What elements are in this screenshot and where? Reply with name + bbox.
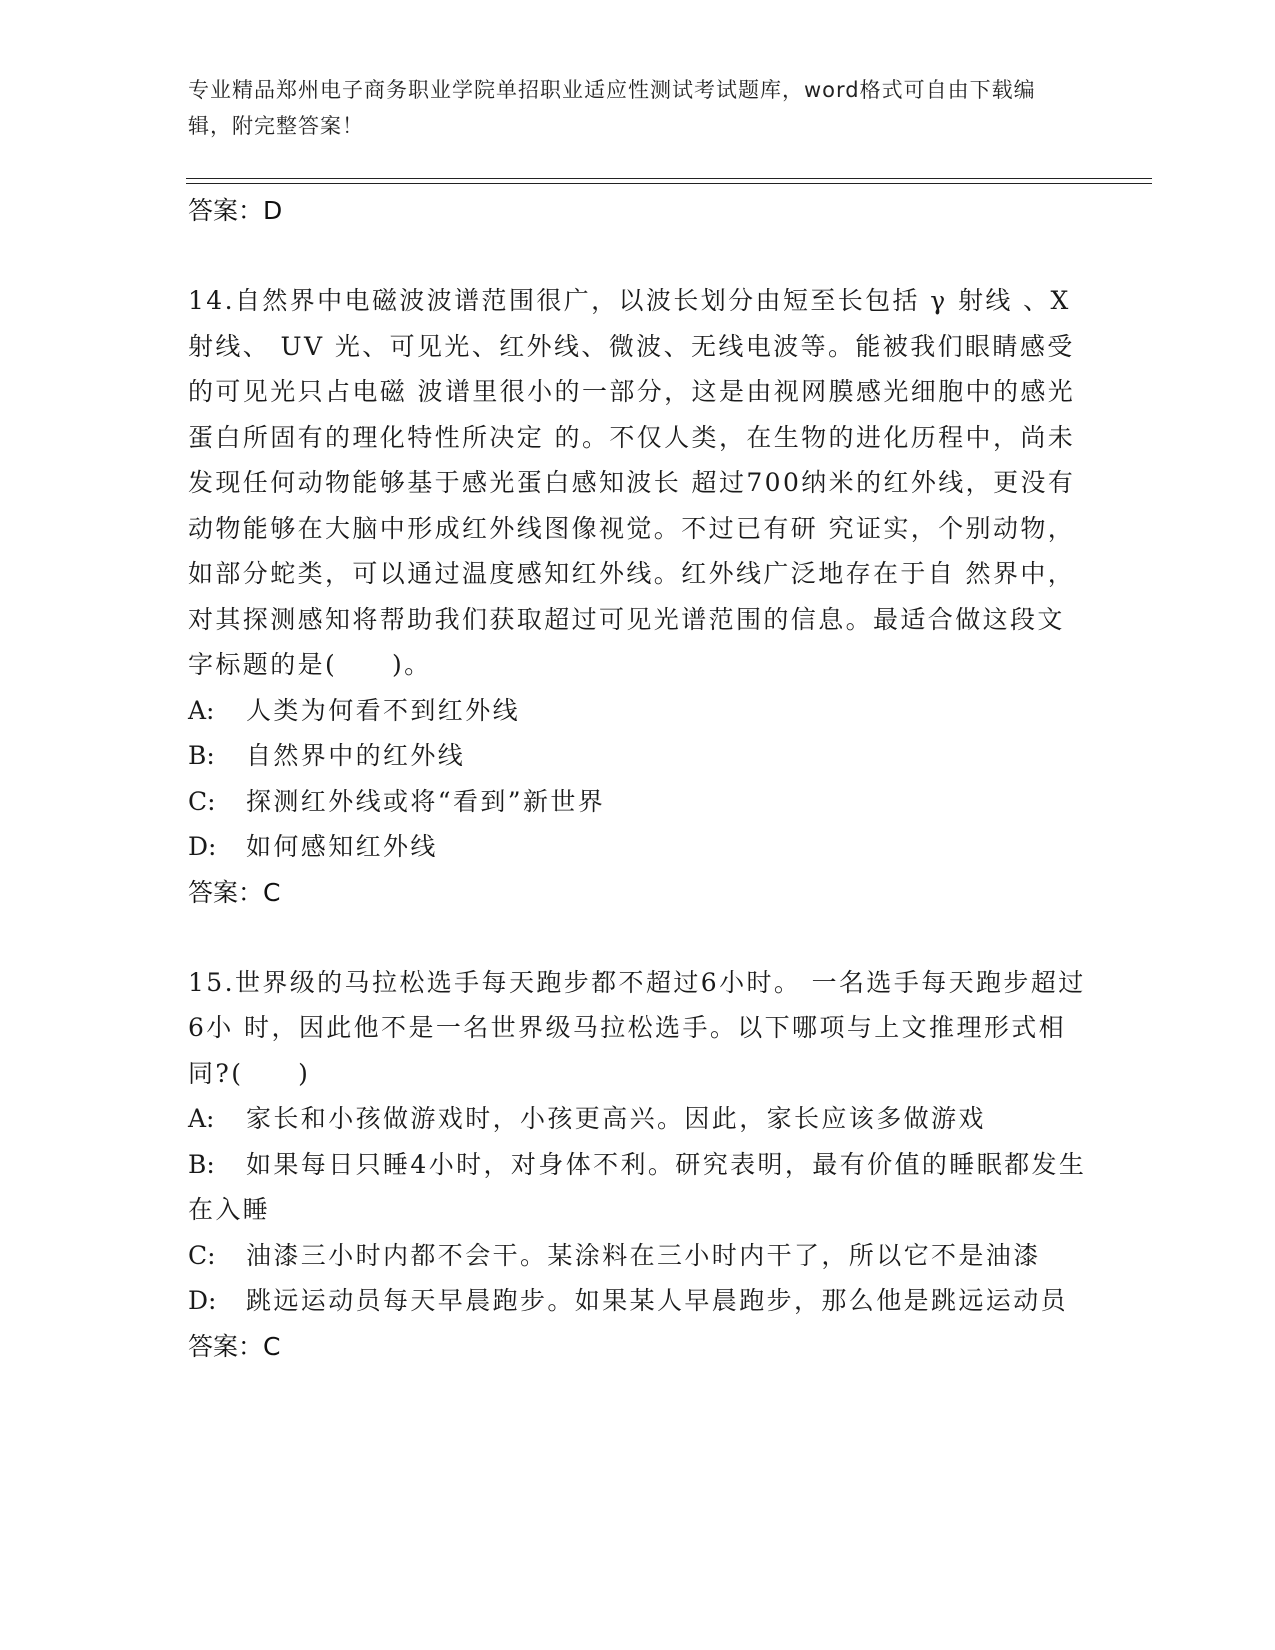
- page-header: [188, 72, 1068, 144]
- option-text: 油漆三小时内都不会干。某涂料在三小时内干了，所以它不是油漆: [246, 1240, 1041, 1270]
- option-text: 自然界中的红外线: [246, 741, 466, 770]
- option-letter: C:: [188, 786, 216, 816]
- question-14-text: 14.自然界中电磁波波谱范围很广，以波长划分由短至长包括 γ 射线 、X 射线、 UV 光、可见光、红外线、微波、无线电波等。能被我们眼睛感受的可见光只占电磁 波谱里很小的一部分，这是由视网膜感光细胞中的感光蛋白所固有的理化特性所决定 的。不仅人类，在生物的进化历程中，尚未发现任何动物能够基于感光蛋白感知波长 超过700纳米的红外线，更没有动物能够在大脑中形成红外线图像视觉。不过已有研 究证实，个别动物，如部分蛇类，可以通过温度感知红外线。红外线广泛地存在于自 然界中，对其探测感知将帮助我们获取超过可见光谱范围的信息。最适合做这段文字标题的是( )。: [188, 286, 1076, 679]
- option-letter: A:: [188, 1104, 215, 1133]
- option-letter: B:: [188, 741, 215, 770]
- question-15-text: 15.世界级的马拉松选手每天跑步都不超过6小时。 一名选手每天跑步超过6小 时，因此他不是一名世界级马拉松选手。以下哪项与上文推理形式相同?( ): [188, 967, 1086, 1088]
- question-15-option-a: [188, 1096, 1088, 1142]
- option-text: 如果每日只睡4小时，对身体不利。研究表明，最有价值的睡眠都发生在入睡: [188, 1149, 1087, 1224]
- header-rule-top: [186, 178, 1152, 179]
- option-letter: B:: [188, 1149, 215, 1179]
- answer-13: 答案：D: [188, 196, 283, 225]
- option-text: 跳远运动员每天早晨跑步。如果某人早晨跑步，那么他是跳远运动员: [246, 1286, 1069, 1315]
- answer-14: 答案：C: [188, 877, 281, 907]
- question-14-option-d: [188, 824, 1088, 870]
- option-text: 探测红外线或将“看到”新世界: [246, 786, 606, 816]
- option-letter: D:: [188, 1286, 217, 1315]
- option-text: 如何感知红外线: [246, 832, 438, 861]
- answer-15: 答案：C: [188, 1331, 281, 1361]
- option-letter: D:: [188, 832, 217, 861]
- question-14: [188, 278, 1088, 916]
- question-14-option-c: [188, 779, 1088, 825]
- question-15-option-c: [188, 1233, 1088, 1279]
- spacer: [188, 234, 1088, 278]
- option-text: 家长和小孩做游戏时，小孩更高兴。因此，家长应该多做游戏: [246, 1104, 986, 1133]
- header-text: 专业精品郑州电子商务职业学院单招职业适应性测试考试题库，word格式可自由下载编辑，附完整答案！: [188, 78, 1036, 138]
- question-14-option-a: [188, 688, 1088, 734]
- document-body: [188, 188, 1088, 1370]
- option-letter: C:: [188, 1240, 216, 1270]
- header-rule-bottom: [186, 183, 1152, 184]
- question-15-option-d: [188, 1278, 1088, 1324]
- question-15-option-b: [188, 1142, 1088, 1233]
- option-letter: A:: [188, 695, 215, 725]
- question-15: [188, 960, 1088, 1370]
- question-14-option-b: [188, 733, 1088, 779]
- option-text: 人类为何看不到红外线: [246, 695, 521, 725]
- spacer: [188, 916, 1088, 960]
